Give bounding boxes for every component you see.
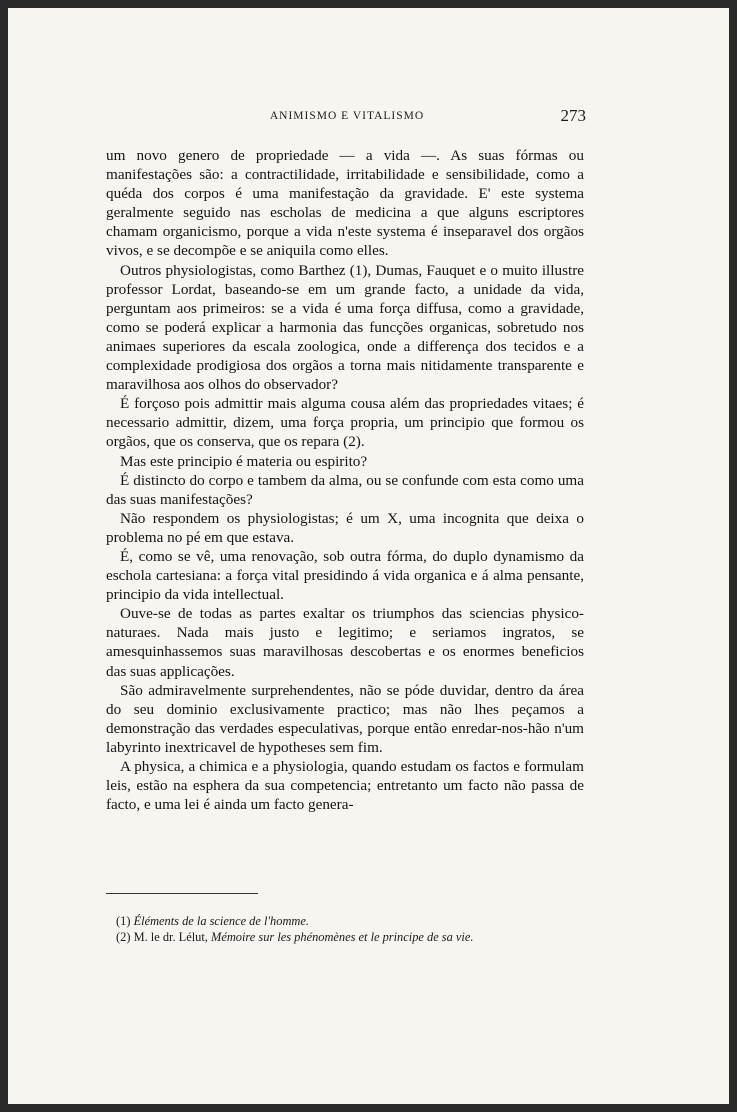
paragraph: São admiravelmente surprehendentes, não se póde duvidar, dentro da área do seu dominio exclusivamente practico; mas não lhes peçamos a demonstração das verdades especulativas, porque então enredar-nos-hão n'um labyrinto inextricavel de hypotheses sem fim. [106,681,584,756]
paragraph: Outros physiologistas, como Barthez (1), Dumas, Fauquet e o muito illustre professor Lordat, baseando-se em um grande facto, a unidade da vida, perguntam aos primeiros: se a vida é uma força diffusa, como a gravidade, como se poderá explicar a harmonia das funcções organicas, sobretudo nos animaes superiores da escala zoologica, onde a differença dos tecidos e a complexidade prodigiosa dos orgãos a torna mais nitidamente transparente e maravilhosa aos olhos do observador? [106,261,584,394]
body-text [106,146,584,814]
paragraph: Mas este principio é materia ou espirito? [120,452,368,470]
footnotes [106,913,584,945]
footnote-2 [106,929,584,945]
footnote-title: Éléments de la science de l'homme. [133,914,309,928]
footnote-title: Mémoire sur les phénomènes et le principe de sa vie. [211,930,474,944]
paragraph: É forçoso pois admittir mais alguma cousa além das propriedades vitaes; é necessario admittir, dizem, uma força propria, um principio que formou os orgãos, que os conserva, que os repara (2). [106,395,584,451]
book-page [8,8,729,1104]
paragraph: É, como se vê, uma renovação, sob outra fórma, do duplo dynamismo da eschola cartesiana: a força vital presidindo á vida organica e á alma pensante, principio da vida intellectual. [106,547,584,604]
paragraph: um novo genero de propriedade — a vida —. As suas fórmas ou manifestações são: a contractilidade, irritabilidade e sensibilidade, como a quéda dos corpos é uma manifestação da gravidade. E' este systema geralmente seguido nas escholas de medicina a que alguns escriptores chamam organicismo, porque a vida n'este systema é inseparavel dos orgãos vivos, e se decompõe e se aniquila como elles. [106,147,584,260]
running-title: ANIMISMO E VITALISMO [269,110,425,122]
footnote-divider [106,893,258,894]
page-header [108,106,586,128]
footnote-marker: (2) [116,930,131,944]
paragraph: É distincto do corpo e tambem da alma, ou se confunde com esta como uma das suas manifestações? [106,471,584,508]
footnote-1 [106,913,584,929]
page-number: 273 [560,106,586,125]
paragraph: Não respondem os physiologistas; é um X, uma incognita que deixa o problema no pé em que estava. [106,509,584,546]
paragraph: A physica, a chimica e a physiologia, quando estudam os factos e formulam leis, estão na esphera da sua competencia; entretanto um facto não passa de facto, e uma lei é ainda um facto genera- [106,758,584,814]
paragraph: Ouve-se de todas as partes exaltar os triumphos das sciencias physico-naturaes. Nada mais justo e legitimo; e seriamos ingratos, se amesquinhassemos suas maravilhosas descobertas e os enormes beneficios das suas applicações. [106,605,584,680]
footnote-author: M. le dr. Lélut, [133,930,208,944]
footnote-marker: (1) [116,914,131,928]
